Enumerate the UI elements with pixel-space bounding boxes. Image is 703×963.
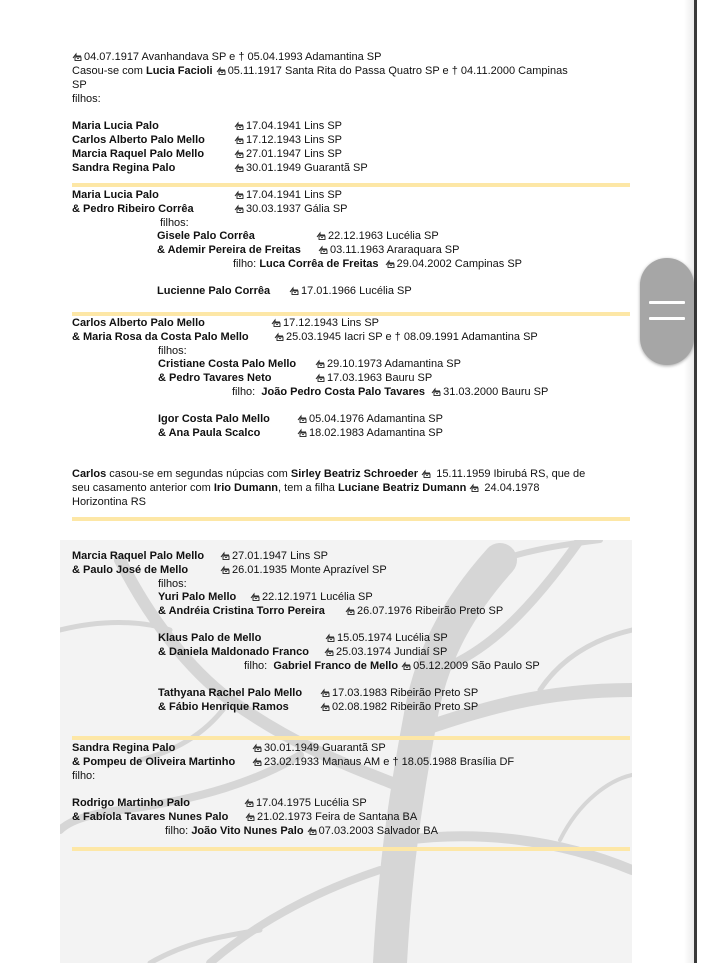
family-spouse-name: & Pompeu de Oliveira Martinho bbox=[72, 756, 236, 768]
child-info: 29.10.1973 Adamantina SP bbox=[315, 357, 461, 371]
child-info: 22.12.1971 Lucélia SP bbox=[250, 590, 373, 604]
birth-icon bbox=[297, 414, 307, 423]
section-divider bbox=[72, 847, 630, 851]
family-spouse-name: & Pedro Ribeiro Corrêa bbox=[72, 203, 194, 215]
birth-icon bbox=[72, 52, 82, 61]
birth-icon bbox=[289, 286, 299, 295]
birth-icon bbox=[345, 606, 355, 615]
birth-icon bbox=[431, 387, 441, 396]
hamburger-icon-bar bbox=[649, 317, 685, 320]
child-spouse-name: & Ademir Pereira de Freitas bbox=[157, 244, 301, 256]
children-label: filho: bbox=[72, 770, 96, 782]
children-label: filhos: bbox=[160, 217, 189, 229]
birth-icon bbox=[245, 812, 255, 821]
birth-icon bbox=[320, 688, 330, 697]
child-name: Klaus Palo de Mello bbox=[158, 632, 262, 644]
children-label: filhos: bbox=[158, 578, 187, 590]
child-spouse-info: 17.03.1963 Bauru SP bbox=[315, 371, 432, 385]
note-line-2: seu casamento anterior com Irio Dumann, tem a filha Luciane Beatriz Dumann 24.04.1978 bbox=[72, 482, 540, 494]
child-name: Lucienne Palo Corrêa bbox=[157, 285, 271, 297]
birth-icon bbox=[234, 121, 244, 130]
birth-icon bbox=[271, 318, 281, 327]
birth-icon bbox=[234, 135, 244, 144]
family-spouse-name: & Maria Rosa da Costa Palo Mello bbox=[72, 331, 249, 343]
birth-icon bbox=[316, 231, 326, 240]
child-name: Rodrigo Martinho Palo bbox=[72, 797, 190, 809]
child-info: 27.01.1947 Lins SP bbox=[234, 147, 342, 161]
child-spouse-info: 25.03.1974 Jundiaí SP bbox=[324, 645, 447, 659]
page-border bbox=[694, 0, 697, 963]
birth-icon bbox=[385, 259, 395, 268]
note-line-1: Carlos casou-se em segundas núpcias com Sirley Beatriz Schroeder 15.11.1959 Ibirubá RS, que de bbox=[72, 468, 586, 480]
birth-icon bbox=[216, 66, 226, 75]
child-spouse-info: 26.07.1976 Ribeirão Preto SP bbox=[345, 604, 503, 618]
intro-marriage-cont: SP bbox=[72, 79, 87, 91]
birth-icon bbox=[220, 565, 230, 574]
menu-toggle-button[interactable] bbox=[640, 258, 694, 365]
section-divider bbox=[72, 736, 630, 740]
family-head-info: 17.04.1941 Lins SP bbox=[234, 188, 342, 202]
child-name: Sandra Regina Palo bbox=[72, 162, 176, 174]
hamburger-icon-bar bbox=[649, 301, 685, 304]
grandchild-line: filho: Luca Corrêa de Freitas 29.04.2002 Campinas SP bbox=[233, 258, 523, 270]
child-spouse-name: & Fábio Henrique Ramos bbox=[158, 701, 289, 713]
family-head-info: 17.12.1943 Lins SP bbox=[271, 316, 379, 330]
family-spouse-info: 23.02.1933 Manaus AM e † 18.05.1988 Brasília DF bbox=[252, 755, 514, 769]
child-spouse-name: & Andréia Cristina Torro Pereira bbox=[158, 605, 325, 617]
intro-birth: 04.07.1917 Avanhandava SP e † 05.04.1993 Adamantina SP bbox=[72, 50, 381, 64]
child-spouse-name: & Ana Paula Scalco bbox=[158, 427, 261, 439]
grandchild-line: filho: João Pedro Costa Palo Tavares 31.03.2000 Bauru SP bbox=[232, 386, 549, 398]
note-line-3: Horizontina RS bbox=[72, 496, 146, 508]
birth-icon bbox=[421, 469, 431, 478]
birth-icon bbox=[274, 332, 284, 341]
birth-icon bbox=[401, 661, 411, 670]
child-name: Tathyana Rachel Palo Mello bbox=[158, 687, 303, 699]
grandchild-line: filho: Gabriel Franco de Mello 05.12.2009 São Paulo SP bbox=[244, 660, 540, 672]
grandchild-line: filho: João Vito Nunes Palo 07.03.2003 Salvador BA bbox=[165, 825, 438, 837]
family-spouse-info: 26.01.1935 Monte Aprazível SP bbox=[220, 563, 387, 577]
section-divider bbox=[72, 517, 630, 521]
birth-icon bbox=[324, 647, 334, 656]
family-spouse-info: 25.03.1945 Iacri SP e † 08.09.1991 Adamantina SP bbox=[274, 330, 538, 344]
birth-icon bbox=[234, 204, 244, 213]
birth-icon bbox=[250, 592, 260, 601]
children-label: filhos: bbox=[158, 345, 187, 357]
family-head-name: Maria Lucia Palo bbox=[72, 189, 159, 201]
birth-icon bbox=[297, 428, 307, 437]
birth-icon bbox=[307, 826, 317, 835]
birth-icon bbox=[234, 163, 244, 172]
birth-icon bbox=[469, 483, 479, 492]
birth-icon bbox=[315, 359, 325, 368]
child-spouse-info: 02.08.1982 Ribeirão Preto SP bbox=[320, 700, 478, 714]
child-spouse-info: 18.02.1983 Adamantina SP bbox=[297, 426, 443, 440]
section-divider bbox=[72, 183, 630, 187]
child-info: 17.12.1943 Lins SP bbox=[234, 133, 342, 147]
child-spouse-info: 03.11.1963 Araraquara SP bbox=[318, 243, 459, 257]
birth-icon bbox=[252, 757, 262, 766]
family-head-name: Marcia Raquel Palo Mello bbox=[72, 550, 205, 562]
child-name: Maria Lucia Palo bbox=[72, 120, 159, 132]
birth-icon bbox=[318, 245, 328, 254]
family-head-name: Carlos Alberto Palo Mello bbox=[72, 317, 205, 329]
child-name: Gisele Palo Corrêa bbox=[157, 230, 255, 242]
child-info: 15.05.1974 Lucélia SP bbox=[325, 631, 448, 645]
family-head-name: Sandra Regina Palo bbox=[72, 742, 176, 754]
child-spouse-name: & Pedro Tavares Neto bbox=[158, 372, 272, 384]
intro-children-label: filhos: bbox=[72, 93, 101, 105]
birth-icon bbox=[252, 743, 262, 752]
birth-icon bbox=[315, 373, 325, 382]
birth-icon bbox=[320, 702, 330, 711]
child-name: Igor Costa Palo Mello bbox=[158, 413, 270, 425]
child-info: 22.12.1963 Lucélia SP bbox=[316, 229, 439, 243]
child-name: Marcia Raquel Palo Mello bbox=[72, 148, 205, 160]
child-info: 17.04.1941 Lins SP bbox=[234, 119, 342, 133]
child-info: 17.03.1983 Ribeirão Preto SP bbox=[320, 686, 478, 700]
family-spouse-info: 30.03.1937 Gália SP bbox=[234, 202, 348, 216]
family-head-info: 27.01.1947 Lins SP bbox=[220, 549, 328, 563]
birth-icon bbox=[234, 190, 244, 199]
child-info: 30.01.1949 Guarantã SP bbox=[234, 161, 368, 175]
child-info: 17.01.1966 Lucélia SP bbox=[289, 284, 412, 298]
child-spouse-name: & Fabíola Tavares Nunes Palo bbox=[72, 811, 229, 823]
child-name: Cristiane Costa Palo Mello bbox=[158, 358, 297, 370]
page-edge-shadow bbox=[684, 0, 694, 963]
child-info: 17.04.1975 Lucélia SP bbox=[244, 796, 367, 810]
family-spouse-name: & Paulo José de Mello bbox=[72, 564, 189, 576]
child-spouse-info: 21.02.1973 Feira de Santana BA bbox=[245, 810, 417, 824]
birth-icon bbox=[325, 633, 335, 642]
family-head-info: 30.01.1949 Guarantã SP bbox=[252, 741, 386, 755]
child-name: Carlos Alberto Palo Mello bbox=[72, 134, 205, 146]
intro-marriage: Casou-se com Lucia Facioli 05.11.1917 Santa Rita do Passa Quatro SP e † 04.11.2000 Campinas bbox=[72, 65, 568, 77]
birth-icon bbox=[244, 798, 254, 807]
child-name: Yuri Palo Mello bbox=[158, 591, 237, 603]
child-spouse-name: & Daniela Maldonado Franco bbox=[158, 646, 309, 658]
child-info: 05.04.1976 Adamantina SP bbox=[297, 412, 443, 426]
birth-icon bbox=[220, 551, 230, 560]
birth-icon bbox=[234, 149, 244, 158]
